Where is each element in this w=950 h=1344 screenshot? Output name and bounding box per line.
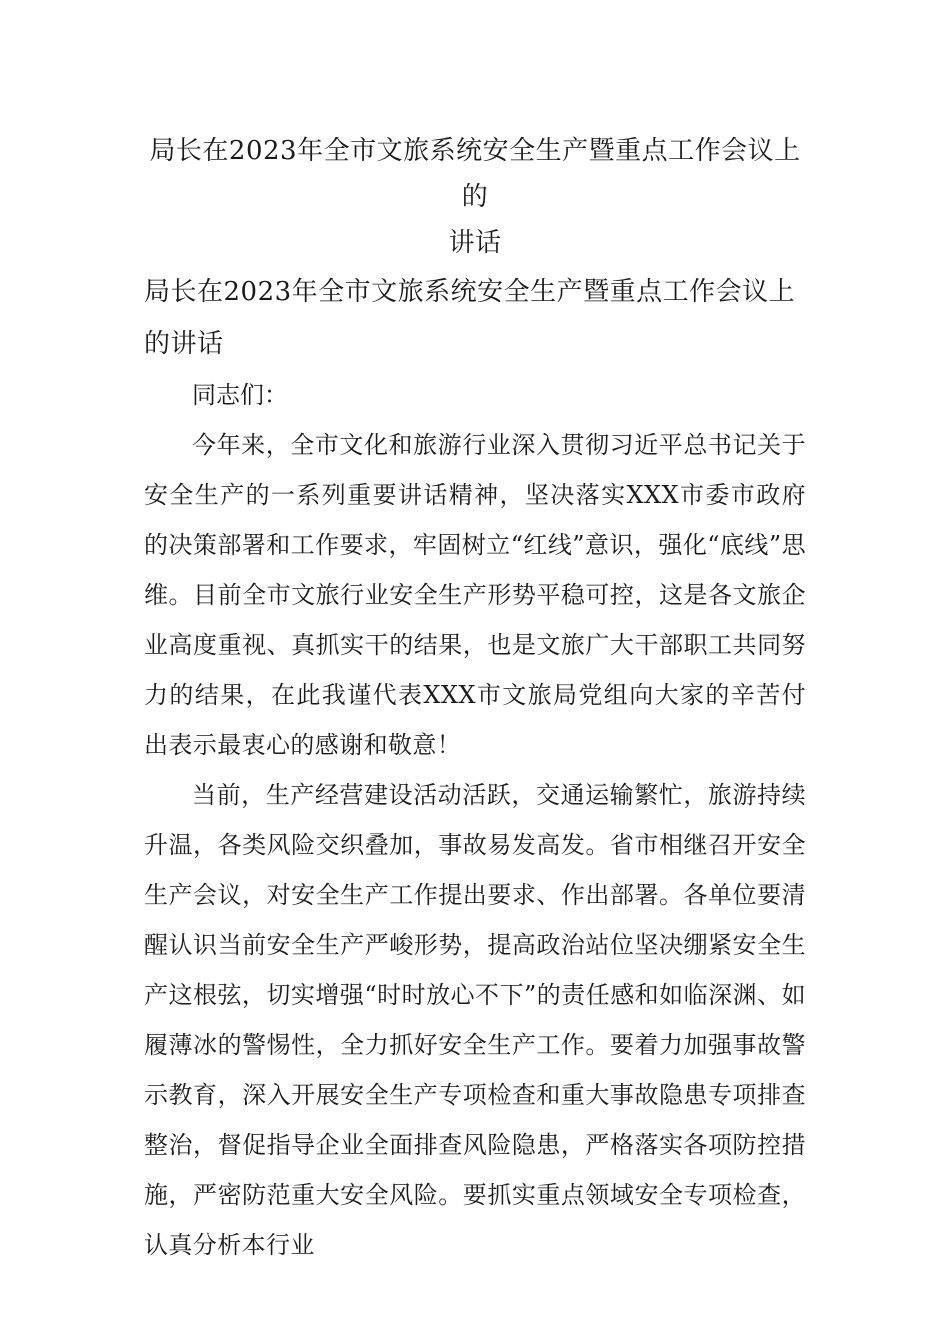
title-line-2: 讲话 — [448, 228, 502, 258]
salutation: 同志们： — [192, 381, 288, 409]
body-paragraph-1: 今年来，全市文化和旅游行业深入贯彻习近平总书记关于安全生产的一系列重要讲话精神，坚决落实XXX市委市政府的决策部署和工作要求，牢固树立“红线”意识，强化“底线”思维。目前全市文旅行业安全生产形势平稳可控，这是各文旅企业高度重视、真抓实干的结果，也是文旅广大干部职工共同努力的结果，在此我谨代表XXX市文旅局党组向大家的辛苦付出表示最衷心的感谢和敬意！ — [144, 431, 806, 759]
body-paragraph-2: 当前，生产经营建设活动活跃，交通运输繁忙，旅游持续升温，各类风险交织叠加，事故易发高发。省市相继召开安全生产会议，对安全生产工作提出要求、作出部署。各单位要清醒认识当前安全生产严峻形势，提高政治站位坚决绷紧安全生产这根弦，切实增强“时时放心不下”的责任感和如临深渊、如履薄冰的警惕性，全力抓好安全生产工作。要着力加强事故警示教育，深入开展安全生产专项检查和重大事故隐患专项排查整治，督促指导企业全面排查风险隐患，严格落实各项防控措施，严密防范重大安全风险。要抓实重点领域安全专项检查，认真分析本行业 — [144, 781, 806, 1259]
document-title — [144, 128, 806, 266]
document-page — [144, 128, 806, 1270]
title-line-1: 局长在2023年全市文旅系统安全生产暨重点工作会议上的 — [149, 136, 801, 212]
document-subtitle: 局长在2023年全市文旅系统安全生产暨重点工作会议上的讲话 — [144, 277, 796, 359]
